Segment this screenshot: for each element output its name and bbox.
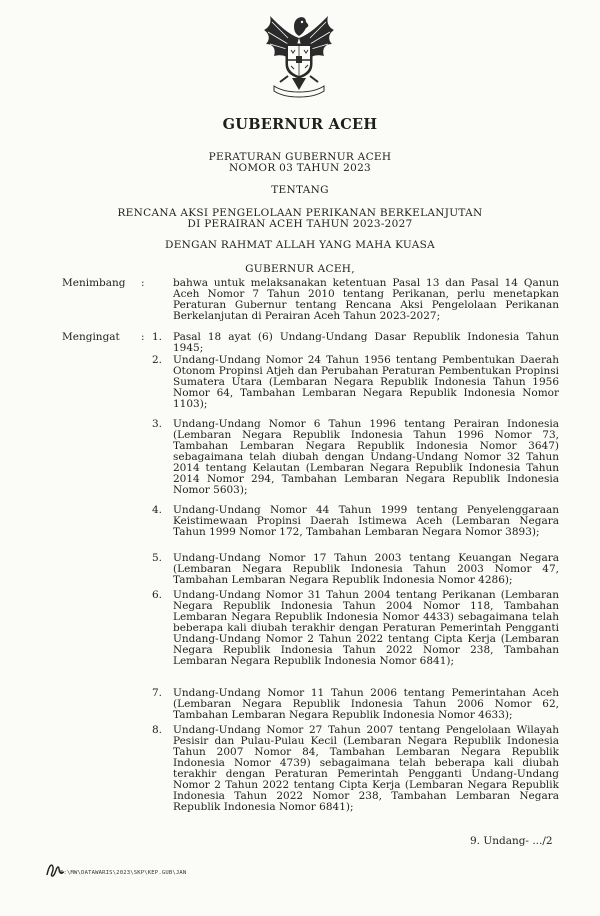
list-item: Pasal 18 ayat (6) Undang-Undang Dasar Republik Indonesia Tahun 1945;	[173, 331, 559, 354]
list-item: Undang-Undang Nomor 31 Tahun 2004 tentang Perikanan (Lembaran Negara Republik Indonesia Tahun 2004 Nomor 118, Tambahan Lembaran Negara Republik Indonesia Nomor 4433) sebagaimana telah beberapa kali diubah terakhir dengan Peraturan Pemerintah Pengganti Undang-Undang Nomor 2 Tahun 2022 tentang Cipta Kerja (Lembaran Negara Republik Indonesia Tahun 2022 Nomor 238, Tambahan Lembaran Negara Republik Indonesia Nomor 6841);	[173, 589, 559, 667]
list-item: Undang-Undang Nomor 44 Tahun 1999 tentang Penyelenggaraan Keistimewaan Propinsi Daerah Istimewa Aceh (Lembaran Negara Tahun 1999 Nomor 172, Tambahan Lembaran Negara Nomor 3893);	[173, 504, 559, 538]
list-item: Undang-Undang Nomor 17 Tahun 2003 tentang Keuangan Negara (Lembaran Negara Republik Indonesia Tahun 2003 Nomor 47, Tambahan Lembaran Negara Republik Indonesia Nomor 4286);	[173, 552, 559, 586]
file-path-code: E:\MW\DATAWARIS\2023\SKP\KEP.GUB\JAN	[60, 870, 187, 876]
list-item-number: 7.	[152, 687, 163, 699]
menimbang-label: Menimbang	[62, 277, 126, 289]
list-item-number: 8.	[152, 724, 163, 736]
menimbang-text: bahwa untuk melaksanakan ketentuan Pasal 13 dan Pasal 14 Qanun Aceh Nomor 7 Tahun 2010 tentang Perikanan, perlu menetapkan Peraturan Gubernur tentang Rencana Aksi Pengelolaan Perikanan Berkelanjutan di Perairan Aceh Tahun 2023-2027;	[173, 277, 559, 322]
list-item-number: 2.	[152, 354, 163, 366]
regulation-number: NOMOR 03 TAHUN 2023	[228, 162, 372, 174]
next-page-reference: 9. Undang- .../2	[470, 835, 553, 847]
mengingat-colon: :	[141, 331, 145, 343]
page-title: GUBERNUR ACEH	[222, 116, 378, 133]
mengingat-label: Mengingat	[62, 331, 120, 343]
garuda-emblem-icon	[258, 8, 340, 98]
menimbang-colon: :	[141, 277, 145, 289]
list-item-number: 3.	[152, 418, 163, 430]
list-item: Undang-Undang Nomor 11 Tahun 2006 tentang Pemerintahan Aceh (Lembaran Negara Republik Indonesia Tahun 2006 Nomor 62, Tambahan Lembaran Negara Republik Indonesia Nomor 4633);	[173, 687, 559, 721]
subject-line-2: DI PERAIRAN ACEH TAHUN 2023-2027	[187, 218, 413, 230]
preamble-line: DENGAN RAHMAT ALLAH YANG MAHA KUASA	[165, 239, 435, 251]
list-item: Undang-Undang Nomor 6 Tahun 1996 tentang Perairan Indonesia (Lembaran Negara Republik Indonesia Tahun 1996 Nomor 73, Tambahan Lembaran Negara Republik Indonesia Nomor 3647) sebagaimana telah diubah dengan Undang-Undang Nomor 32 Tahun 2014 tentang Kelautan (Lembaran Negara Republik Indonesia Tahun 2014 Nomor 294, Tambahan Lembaran Negara Republik Indonesia Nomor 5603);	[173, 418, 559, 496]
governor-line: GUBERNUR ACEH,	[245, 263, 355, 275]
list-item-number: 6.	[152, 589, 163, 601]
regulation-title: PERATURAN GUBERNUR ACEH	[208, 151, 392, 163]
list-item: Undang-Undang Nomor 27 Tahun 2007 tentang Pengelolaan Wilayah Pesisir dan Pulau-Pulau Kecil (Lembaran Negara Republik Indonesia Tahun 2007 Nomor 84, Tambahan Lembaran Negara Republik Indonesia Nomor 4739) sebagaimana telah beberapa kali diubah terakhir dengan Peraturan Pemerintah Pengganti Undang-Undang Nomor 2 Tahun 2022 tentang Cipta Kerja (Lembaran Negara Republik Indonesia Tahun 2022 Nomor 238, Tambahan Lembaran Negara Republik Indonesia Nomor 6841);	[173, 724, 559, 813]
subject-line-1: RENCANA AKSI PENGELOLAAN PERIKANAN BERKELANJUTAN	[117, 207, 483, 219]
list-item: Undang-Undang Nomor 24 Tahun 1956 tentang Pembentukan Daerah Otonom Propinsi Atjeh dan Perubahan Peraturan Pembentukan Propinsi Sumatera Utara (Lembaran Negara Republik Indonesia Tahun 1956 Nomor 64, Tambahan Lembaran Negara Republik Indonesia Nomor 1103);	[173, 354, 559, 410]
list-item-number: 4.	[152, 504, 163, 516]
list-item-number: 5.	[152, 552, 163, 564]
tentang-heading: TENTANG	[271, 184, 329, 196]
list-item-number: 1.	[152, 331, 163, 343]
